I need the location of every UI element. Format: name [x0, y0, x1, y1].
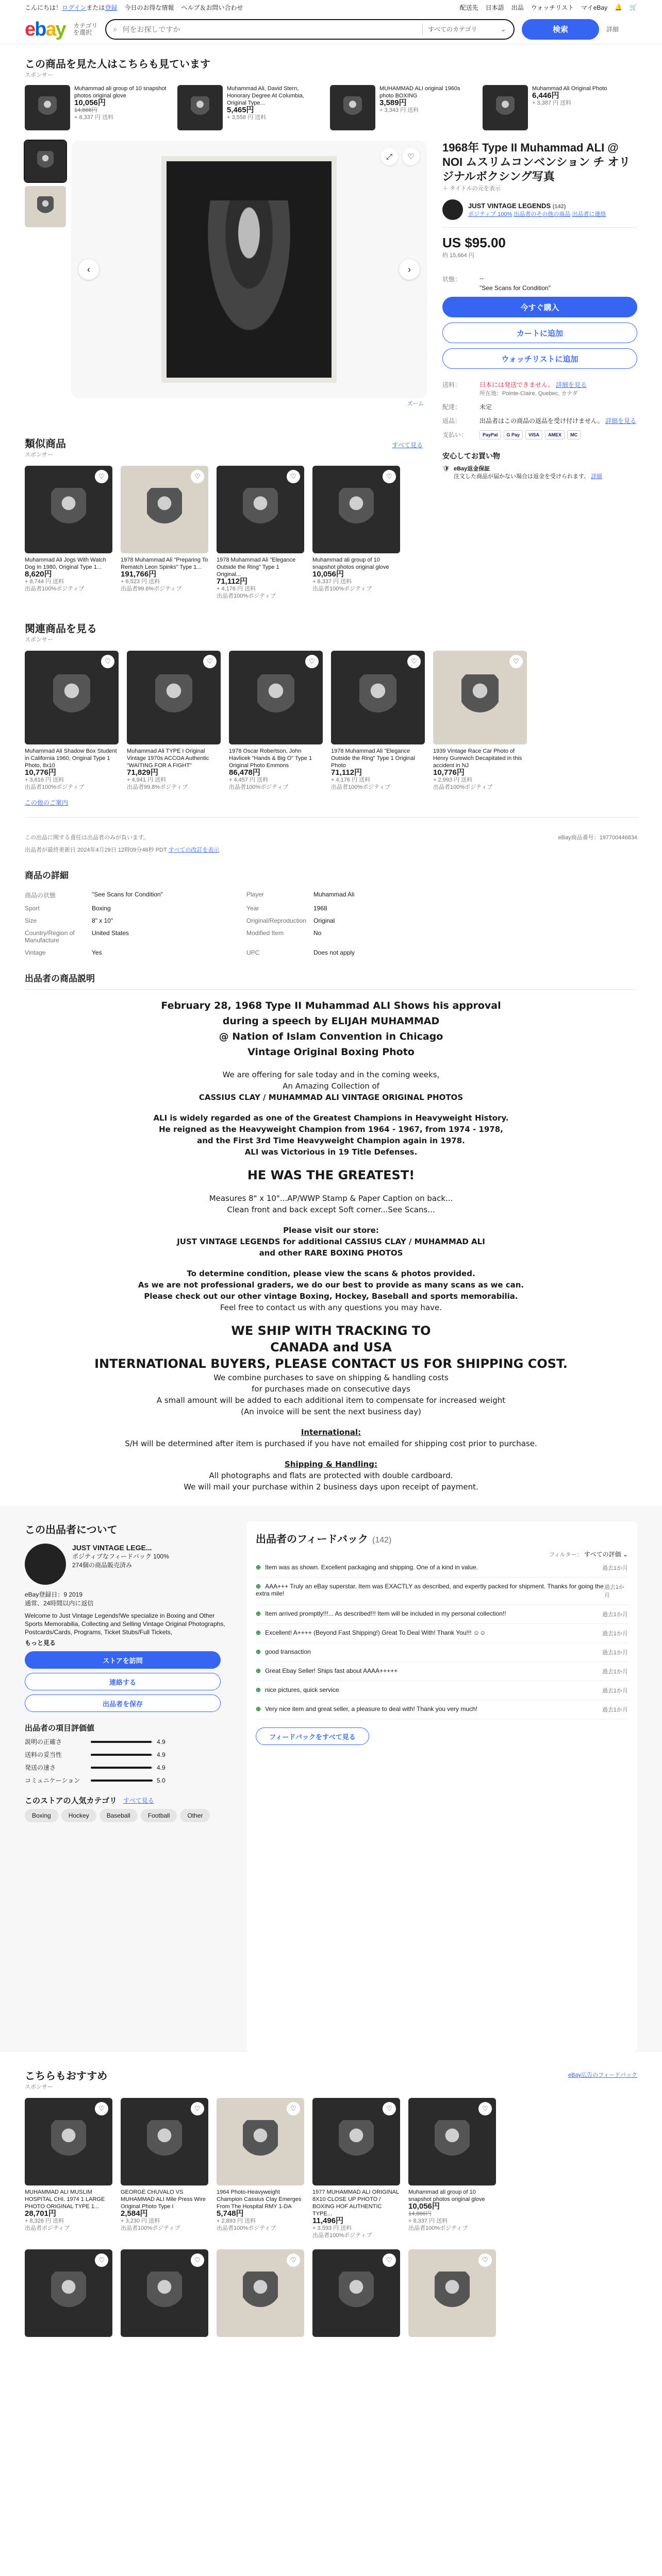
- gallery-thumb[interactable]: [25, 186, 66, 227]
- related-title: 関連商品を見る: [25, 623, 97, 635]
- list-item[interactable]: ♡ GEORGE CHUVALO VS MUHAMMAD ALI Mile Press Wire Original Photo Type I 2,584円 + 3,230 円 送料 出品者100%ポジティブ: [121, 2098, 208, 2239]
- recommend-carousel-2: [0, 2239, 662, 2340]
- chevron-left-icon[interactable]: ‹: [78, 259, 99, 280]
- positive-icon: ⊕: [256, 1610, 261, 1617]
- list-item[interactable]: ♡ 1964 Photo-Heavyweight Champion Cassius Clay Emerges From The Hospital RMY 1-DA 5,748円 + 2,893 円 送料 出品者100%ポジティブ: [217, 2098, 304, 2239]
- gpay-icon: G Pay: [504, 430, 523, 439]
- category-button[interactable]: カテゴリ を選択: [73, 22, 98, 36]
- list-item[interactable]: Muhammad ali group of 10 snapshot photos original glove 10,056円 14,866円 + 8,337 円 送料: [25, 85, 169, 130]
- protect-title: 安心してお買い物: [442, 452, 500, 460]
- feedback-item: ⊕ nice pictures, quick service 過去1か月: [256, 1681, 628, 1700]
- list-item[interactable]: ♡ 1939 Vintage Race Car Photo of Henry Gurewich Decapitated in this accident in NJ 10,776円 + 2,993 円 送料 出品者100%ポジティブ: [433, 651, 527, 791]
- payment-methods: [479, 430, 581, 439]
- feedback-item: ⊕ good transaction 過去1か月: [256, 1643, 628, 1662]
- price-converted: 約 15,664 円: [442, 252, 474, 259]
- heart-icon[interactable]: ♡: [478, 2253, 492, 2267]
- feedback-item: ⊕ Great Ebay Seller! Ships fast about AAAA+++++ 過去1か月: [256, 1662, 628, 1681]
- item-info: 1968年 Type II Muhammad ALI @ NOI ムスリムコンベンション チ オリジナルボクシング写真 ＋ タイトルの元を表示 JUST VINTAGE LEGENDS (142) ポジティブ 100% 出品者のその他の商品 出品者に連絡 US $95.00 約 15,664 円 状態： -- "See Scans for Condition" 今すぐ購入 カートに追加 ウォッチリストに追加 送料： 日本には発送できません。 詳細を見る 所在地：Pointe-Claire, Quebec, カナダ 配達： 未定 返品： 出品者はこの商品の返品を受け付けません。 詳細を見る 支払い： PayPal G Pay VISA AMEX MC 安心してお買い物 🛡 eBay返金保証 注文した商品が届かない場合は返金を受けられます。 詳細: [442, 141, 637, 480]
- item-title: 1968年 Type II Muhammad ALI @ NOI ムスリムコンベンション チ オリジナルボクシング写真: [442, 141, 631, 183]
- condition-value: --: [479, 275, 484, 282]
- search-button[interactable]: 検索: [522, 19, 599, 40]
- feedback-item: ⊕ Very nice item and great seller, a pleasure to deal with! Thank you very much! 過去1か月: [256, 1700, 628, 1719]
- search-input[interactable]: 何をお探しですか: [122, 25, 180, 33]
- table-row: Size 8" x 10" Original/Reproduction Original: [25, 917, 335, 924]
- item-image[interactable]: [25, 466, 112, 553]
- feedback-filter-select[interactable]: すべての評価: [584, 1551, 621, 1558]
- list-item[interactable]: ♡ 1978 Muhammad Ali "Preparing To Rematch Leon Spinks" Type 1... 191,766円 + 6,523 円 送料 出品者99.6%ポジティブ: [121, 466, 208, 600]
- table-row: 商品の状態 "See Scans for Condition" Player Muhammad Ali: [25, 891, 355, 899]
- item-image[interactable]: [121, 2098, 208, 2185]
- rating-bar-fill: [91, 1754, 152, 1756]
- item-image[interactable]: [312, 2249, 400, 2337]
- bell-icon[interactable]: 🔔: [615, 4, 623, 11]
- heart-icon[interactable]: ♡: [191, 2253, 204, 2267]
- table-row: Sport Boxing Year 1968: [25, 905, 327, 912]
- translate-link[interactable]: ＋ タイトルの元を表示: [442, 185, 501, 192]
- item-image[interactable]: [331, 651, 425, 744]
- category-chip[interactable]: Other: [180, 1809, 210, 1822]
- protect-details-link[interactable]: 詳細: [591, 473, 603, 480]
- item-image[interactable]: [217, 466, 304, 553]
- header: [0, 14, 662, 44]
- heart-icon[interactable]: ♡: [203, 655, 217, 668]
- see-more-link[interactable]: もっと見る: [25, 1639, 56, 1647]
- heart-icon[interactable]: ♡: [191, 470, 204, 483]
- rating-row: 送料の妥当性 4.9: [25, 1751, 166, 1758]
- item-description: February 28, 1968 Type II Muhammad ALI Shows his approval during a speech by ELIJAH MUHAMMAD @ Nation of Islam Convention in Chicago Vintage Original Boxing Photo We are offering for sale today and in the coming weeks, An Amazing Collection of CASSIUS CLAY / MUHAMMAD ALI VINTAGE ORIGINAL PHOTOS ALI is widely regarded as one of the Greatest Champions in Heavyweight History. He reigned as the Heavyweight Champion from 1964 - 1967, from 1974 - 1978, and the First 3rd Time Heavyweight Champion again in 1978. ALI was Victorious in 19 Title Defenses. HE WAS THE GREATEST! Measures 8" x 10"...AP/WWP Stamp & Paper Caption on back... Clean front and back except Soft corner...See Scans... Please visit our store: JUST VINTAGE LEGENDS for additional CASSIUS CLAY / MUHAMMAD ALI and other RARE BOXING PHOTOS To determine condition, please view the scans & photos provided. As we are not professional graders, we do our best to provide as many scans as we can. Please check out our other vintage Boxing, Hockey, Baseball and sports memorabilia. Feel free to contact us with any questions you may have. WE SHIP WITH TRACKING TO CANADA and USA INTERNATIONAL BUYERS, PLEASE CONTACT US FOR SHIPPING COST. We combine purchases to save on shipping & handling costs for purchases made on consecutive days A small amount will be added to each additional item to compensate for increased weight (An invoice will be sent the next business day) International: S/H will be determined after item is purchased if you have not emailed for shipping cost prior to purchase. Shipping & Handling: All photographs and flats are protected with double cardboard. We will mail your purchase within 2 business days upon receipt of payment.: [25, 989, 637, 1493]
- visa-icon: VISA: [525, 430, 542, 439]
- feedback-item: ⊕ AAA+++ Truly an eBay superstar. Item was EXACTLY as described, and expertly packed for shipment. Thanks for going the extra mile! 過去1か月: [256, 1578, 628, 1605]
- search-bar[interactable]: [105, 19, 515, 40]
- list-item[interactable]: [408, 2249, 496, 2340]
- sponsored-label: スポンサー: [25, 72, 53, 78]
- list-item[interactable]: ♡ 1977 MUHAMMAD ALI ORIGINAL 8X10 CLOSE UP PHOTO / BOXING HOF AUTHENTIC TYPE... 11,496円 + 3,593 円 送料 出品者100%ポジティブ: [312, 2098, 400, 2239]
- related-carousel: [0, 643, 662, 791]
- categories-see-all[interactable]: すべて見る: [123, 1797, 154, 1804]
- item-specifics: [0, 888, 662, 959]
- cart-icon[interactable]: 🛒: [630, 4, 637, 11]
- table-row: Country/Region of Manufacture United States Modified Item No: [25, 929, 322, 944]
- item-image[interactable]: [408, 2098, 496, 2185]
- sell-link[interactable]: 出品: [511, 4, 524, 11]
- delivery-value: 未定: [479, 403, 492, 411]
- list-item[interactable]: MUHAMMAD ALI original 1960s photo BOXING 3,589円 + 3,343 円 送料: [330, 85, 474, 130]
- listing-notice: この出品に関する責任は出品者のみが負います。 eBay商品番号：197700446834: [25, 817, 637, 841]
- rating-row: 発送の速さ 4.9: [25, 1764, 166, 1771]
- heart-icon[interactable]: ♡: [509, 655, 523, 668]
- similar-title: 類似商品: [25, 438, 66, 450]
- avatar[interactable]: [442, 199, 463, 220]
- help-link[interactable]: ヘルプ＆お問い合わせ: [181, 4, 243, 11]
- heart-icon[interactable]: ♡: [95, 2102, 108, 2115]
- seller-box: JUST VINTAGE LEGENDS (142) ポジティブ 100% 出品者のその他の商品 出品者に連絡: [442, 199, 637, 228]
- list-item[interactable]: ♡ MUHAMMAD ALI MUSLIM HOSPITAL CHI. 1974 1 LARGE PHOTO ORIGINAL TYPE 1... 28,701円 + 8,326 円 送料 出品者ポジティブ: [25, 2098, 112, 2239]
- item-image[interactable]: [217, 2098, 304, 2185]
- list-item[interactable]: [121, 2249, 208, 2340]
- search-category-select[interactable]: すべてのカテゴリ: [428, 26, 477, 33]
- rating-row: 説明の正確さ 4.9: [25, 1738, 166, 1745]
- returns-details-link[interactable]: 詳細を見る: [605, 417, 637, 425]
- feedback-item: ⊕ Excellent! A++++ (Beyond Fast Shipping!) Great To Deal With! Thank You!!! ☺☺ 過去1か月: [256, 1624, 628, 1643]
- heart-icon[interactable]: ♡: [191, 2102, 204, 2115]
- item-image[interactable]: [312, 466, 400, 553]
- store-name[interactable]: JUST VINTAGE LEGE...: [72, 1544, 152, 1552]
- feedback-item: ⊕ Item arrived promptly!!!... As described!!! Item will be included in my personal collection!! 過去1か月: [256, 1605, 628, 1624]
- seller-bio: Welcome to Just Vintage Legends!We specialize in Boxing and Other Sports Memorabilia, Collecting and Selling Vintage Original Photographs, Postcards/Cards, Programs, Ticket Stubs/Full Tickets,: [25, 1612, 225, 1636]
- gallery-thumbs: [25, 141, 66, 419]
- item-image[interactable]: [177, 85, 223, 130]
- rating-bar-fill: [91, 1741, 152, 1743]
- positive-icon: ⊕: [256, 1583, 261, 1590]
- paypal-icon: PayPal: [479, 430, 501, 439]
- item-image[interactable]: [408, 2249, 496, 2337]
- list-item[interactable]: ♡ 1978 Oscar Robertson, John Havlicek "Hands & Big O" Type 1 Original Photo Emmons 86,478円 + 4,457 円 送料 出品者100%ポジティブ: [229, 651, 323, 791]
- heart-icon[interactable]: ♡: [407, 655, 421, 668]
- signin-link[interactable]: ログイン: [62, 4, 87, 11]
- item-image[interactable]: [330, 85, 375, 130]
- table-row: Vintage Yes UPC Does not apply: [25, 949, 355, 956]
- category-chip[interactable]: Baseball: [100, 1809, 138, 1822]
- related-more-link[interactable]: この他のご案内: [25, 799, 69, 806]
- positive-icon: ⊕: [256, 1564, 261, 1571]
- item-image[interactable]: [25, 651, 119, 744]
- heart-icon[interactable]: ♡: [383, 2253, 396, 2267]
- divider: [422, 24, 423, 35]
- item-image[interactable]: [483, 85, 528, 130]
- list-item[interactable]: ♡ 1978 Muhammad Ali "Elegance Outside the Ring" Type 1 Original... 71,112円 + 4,176 円 送料 出品者100%ポジティブ: [217, 466, 304, 600]
- list-item[interactable]: ♡ Muhammad Ali Jogs With Watch Dog In 1980, Original Type 1... 8,620円 + 8,744 円 送料 出品者100%ポジティブ: [25, 466, 112, 600]
- seller-positive[interactable]: ポジティブ 100%: [468, 211, 512, 217]
- list-item[interactable]: Muhammad Ali Original Photo 6,446円 + 3,387 円 送料: [483, 85, 627, 130]
- seller-feedback: 出品者のフィードバック (142) フィルター： すべての評価 ⌄ ⊕ Item was as shown. Excellent packaging and shipping. One of a kind in value. 過去1か月 ⊕ AAA+++ Truly an eBay superstar. Item was EXACTLY as described, and expertly packed for shipment. Thanks for going the extra mile! 過去1か月 ⊕ Item arrived promptly!!!... As described!!! Item will be included in my personal collection!! 過去1か月 ⊕ Excellent! A++++ (Beyond Fast Shipping!) Great To Deal With! Thank You!!! ☺☺ 過去1か月 ⊕ good transaction 過去1か月 ⊕ Great Ebay Seller! Ships fast about AAAA+++++ 過去1か月 ⊕ nice pictures, quick service 過去1か月 ⊕ Very nice item and great seller, a pleasure to deal with! Thank you very much! 過去1か月 フィードバックをすべて見る: [246, 1521, 637, 2052]
- list-item[interactable]: ♡ 1978 Muhammad Ali "Elegance Outside the Ring" Type 1 Original Photo 71,112円 + 4,176 円 送料 出品者100%ポジティブ: [331, 651, 425, 791]
- item-image[interactable]: [127, 651, 221, 744]
- heart-icon[interactable]: ♡: [95, 2253, 108, 2267]
- search-icon: ⌕: [113, 25, 118, 33]
- ship-to[interactable]: 配送先: [459, 4, 478, 11]
- heart-icon[interactable]: ♡: [383, 470, 396, 483]
- description-title: 出品者の商品説明: [25, 974, 95, 984]
- register-link[interactable]: 登録: [105, 4, 118, 11]
- item-image[interactable]: [229, 651, 323, 744]
- heart-icon[interactable]: ♡: [305, 655, 319, 668]
- heart-icon[interactable]: ♡: [287, 2102, 300, 2115]
- about-title: この出品者について: [25, 1524, 118, 1536]
- recent-list: [0, 79, 662, 130]
- positive-icon: ⊕: [256, 1648, 261, 1655]
- item-image[interactable]: [25, 85, 70, 130]
- category-chip[interactable]: Boxing: [25, 1809, 58, 1822]
- list-item[interactable]: [217, 2249, 304, 2340]
- shipping-details-link[interactable]: 詳細を見る: [556, 381, 587, 388]
- returns-value: 出品者はこの商品の返品を受け付けません。: [479, 417, 604, 425]
- list-item[interactable]: ♡ Muhammad ali group of 10 snapshot photos original glove 10,056円 14,866円 + 8,337 円 送料 出品者100%ポジティブ: [408, 2098, 496, 2239]
- ebay-logo[interactable]: ebay: [25, 18, 65, 40]
- store-logo[interactable]: [25, 1544, 66, 1585]
- main-image[interactable]: [71, 141, 427, 407]
- all-feedback-button[interactable]: フィードバックをすべて見る: [256, 1727, 369, 1745]
- top-nav: [0, 0, 662, 14]
- similar-see-all[interactable]: すべて見る: [392, 442, 423, 449]
- item-image[interactable]: [25, 2249, 112, 2337]
- category-chip[interactable]: Football: [141, 1809, 177, 1822]
- seller-section: [0, 1506, 662, 2052]
- amex-icon: AMEX: [545, 430, 565, 439]
- zoom-link[interactable]: ズーム: [407, 401, 424, 407]
- positive-icon: ⊕: [256, 1667, 261, 1674]
- recent-title: この商品を見た人はこちらも見ています: [25, 59, 210, 70]
- heart-icon[interactable]: ♡: [383, 2102, 396, 2115]
- rating-row: コミュニケーション 5.0: [25, 1776, 166, 1784]
- heart-icon[interactable]: ♡: [478, 2102, 492, 2115]
- greeting: こんにちは！ログインまたは登録: [25, 4, 118, 11]
- item-image[interactable]: [121, 2249, 208, 2337]
- item-price: US $95.00: [442, 235, 506, 250]
- list-item[interactable]: [312, 2249, 400, 2340]
- chevron-right-icon[interactable]: ›: [399, 259, 420, 280]
- watchlist-link[interactable]: ウォッチリスト: [531, 4, 574, 11]
- mastercard-icon: MC: [567, 430, 581, 439]
- rating-bar-fill: [91, 1767, 152, 1769]
- ad-feedback-link[interactable]: eBay広告のフィードバック: [568, 2072, 637, 2078]
- item-number: 197700446834: [599, 835, 637, 841]
- shipping-status: 日本には発送できません。: [479, 381, 554, 388]
- rating-bar-fill: [91, 1780, 153, 1782]
- myebay-link[interactable]: マイeBay: [581, 4, 608, 11]
- positive-icon: ⊕: [256, 1686, 261, 1693]
- heart-icon[interactable]: ♡: [287, 2253, 300, 2267]
- item-image[interactable]: [217, 2249, 304, 2337]
- chevron-down-icon: ⌄: [622, 1551, 628, 1558]
- add-to-cart-button[interactable]: カートに追加: [442, 323, 637, 343]
- positive-icon: ⊕: [256, 1629, 261, 1636]
- category-chip[interactable]: Hockey: [61, 1809, 96, 1822]
- heart-icon[interactable]: ♡: [95, 470, 108, 483]
- deals-link[interactable]: 今日のお得な情報: [124, 4, 174, 11]
- save-seller-button[interactable]: 出品者を保存: [25, 1694, 221, 1712]
- money-back: 🛡 eBay返金保証 注文した商品が届かない場合は返金を受けられます。 詳細: [442, 466, 603, 480]
- add-to-watchlist-button[interactable]: ウォッチリストに追加: [442, 348, 637, 369]
- item-image[interactable]: [312, 2098, 400, 2185]
- contact-seller-link[interactable]: 出品者に連絡: [572, 211, 606, 217]
- expand-icon[interactable]: ⤢: [380, 148, 398, 165]
- feedback-item: ⊕ Item was as shown. Excellent packaging and shipping. One of a kind in value. 過去1か月: [256, 1558, 628, 1578]
- chevron-down-icon: ⌄: [500, 25, 506, 33]
- recommend-title: こちらもおすすめ: [25, 2071, 108, 2082]
- contact-button[interactable]: 連絡する: [25, 1673, 221, 1690]
- list-item[interactable]: ♡ Muhammad Ali Shadow Box Student in California 1960, Original Type 1 Photo, 8x10 10,776円 + 3,616 円 送料 出品者100%ポジティブ: [25, 651, 119, 791]
- buy-now-button[interactable]: 今すぐ購入: [442, 297, 637, 317]
- item-location: 所在地：Pointe-Claire, Quebec, カナダ: [479, 391, 578, 397]
- list-item[interactable]: ♡ Muhammad Ali TYPE I Original Vintage 1970s ACCOA Authentic "WAITING FOR A FIGHT" 71,829円 + 4,941 円 送料 出品者99.8%ポジティブ: [127, 651, 221, 791]
- list-item[interactable]: Muhammad Ali, David Stern, Honorary Degree At Columbia, Original Type... 5,465円 + 3,558 円 送料: [177, 85, 322, 130]
- item-image[interactable]: [25, 2098, 112, 2185]
- advanced-search-link[interactable]: 詳細: [606, 26, 619, 33]
- visit-store-button[interactable]: ストアを訪問: [25, 1651, 221, 1669]
- gallery: [25, 141, 427, 419]
- gallery-thumb[interactable]: [25, 141, 66, 182]
- item-image[interactable]: [121, 466, 208, 553]
- heart-icon[interactable]: ♡: [101, 655, 114, 668]
- item-image[interactable]: [433, 651, 527, 744]
- list-item[interactable]: ♡ Muhammad ali group of 10 snapshot photos original glove 10,056円 + 8,337 円 送料 出品者100%ポジティブ: [312, 466, 400, 600]
- recommend-carousel: [0, 2091, 662, 2239]
- list-item[interactable]: [25, 2249, 112, 2340]
- seller-name[interactable]: JUST VINTAGE LEGENDS: [468, 201, 551, 210]
- positive-icon: ⊕: [256, 1705, 261, 1713]
- view-revisions-link[interactable]: すべての改訂を表示: [168, 847, 220, 853]
- language-select[interactable]: 日本語: [485, 4, 504, 11]
- heart-icon[interactable]: ♡: [287, 470, 300, 483]
- heart-icon[interactable]: ♡: [402, 148, 420, 165]
- about-seller: この出品者について JUST VINTAGE LEGE... ポジティブなフィードバック 100% 274個の商品販売済み eBay登録日：9 2019 通常、24時間以内に返信 Welcome to Just Vintage Legends!We specialize in Boxing and Other Sports Memorabilia, Collecting and Selling Vintage Original Photographs, Postcards/Cards, Programs, Ticket Stubs/Full Tickets, もっと見る ストアを訪問 連絡する 出品者を保存 出品者の項目評価値 説明の正確さ 4.9 送料の妥当性 4.9 発送の速さ 4.9 コミュニケーション 5.0 このストアの人気カテゴリ すべて見る Boxing Hockey Baseball Football Other: [25, 1521, 231, 2052]
- condition-note: "See Scans for Condition": [479, 284, 551, 292]
- seller-more-link[interactable]: 出品者のその他の商品: [514, 211, 571, 217]
- specifics-title: 商品の詳細: [25, 871, 69, 880]
- shield-icon: 🛡: [442, 466, 450, 472]
- item-photo: [161, 156, 337, 383]
